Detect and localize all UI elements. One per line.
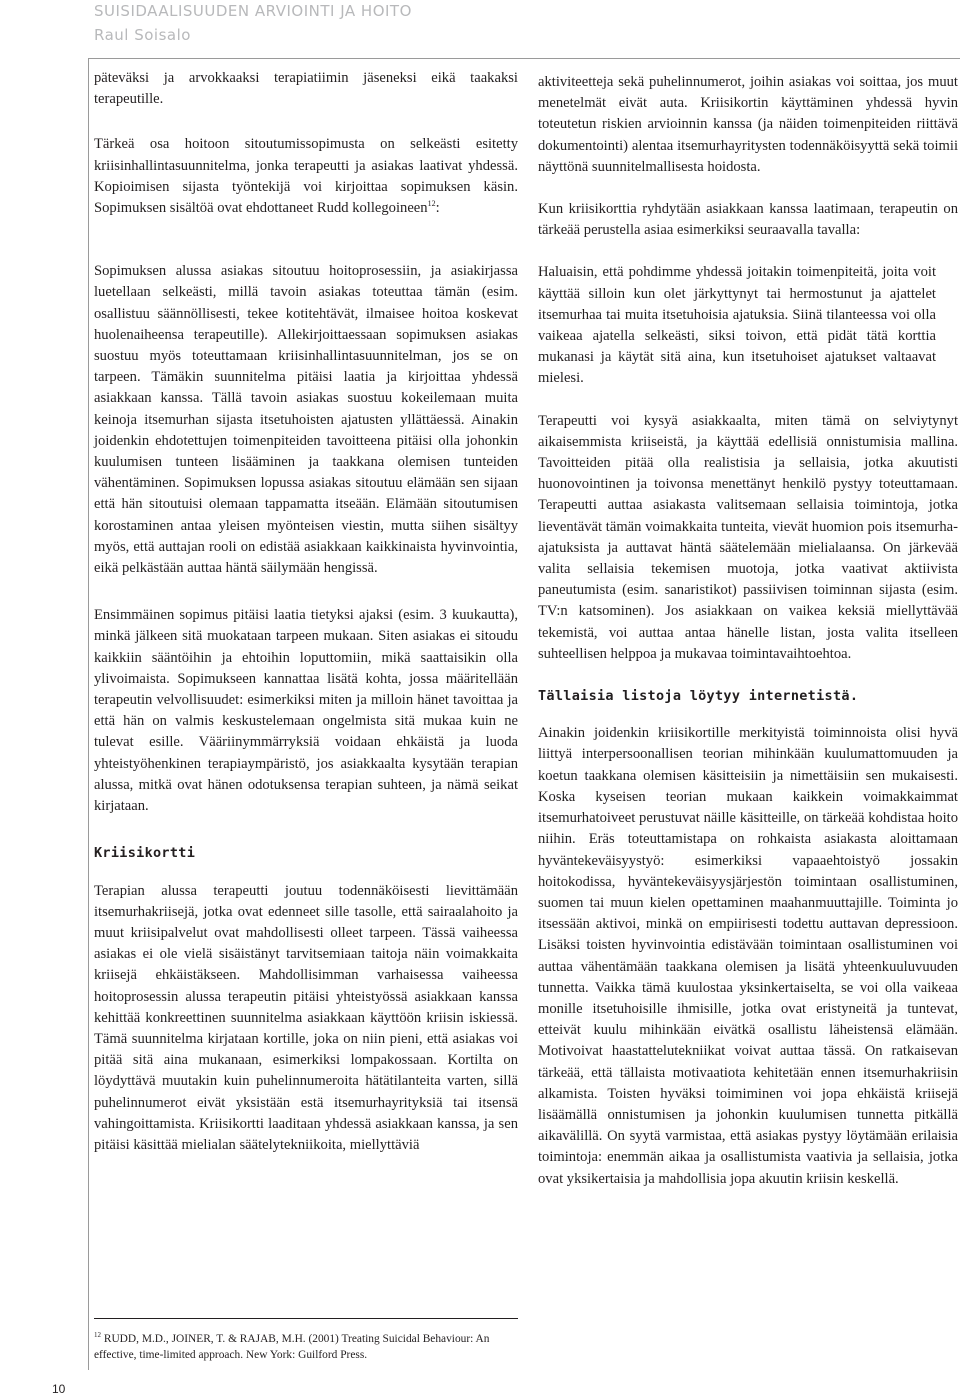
left-paragraph-2 [94, 134, 518, 219]
left-paragraph-3: Sopimuksen alussa asiakas sitoutuu hoitoprosessiin, ja asiakirjassa luetellaan selkeästi, millä tavoin asiakas toteuttaa tämän (esim. osallistuu säännöllisesti, tekee kotitehtävät, ilmaisee hoitoa koskevat huolenaiheensa terapeutille). Allekirjoittaessaan sopimuksen asiakas suostuu myös toteuttamaan kriisinhallintasuunnitelman, jos se on tarpeen. Tämäkin suunnitelma pitäisi laatia ja kirjoittaa yhdessä asiakkaan kanssa. Tällä tavoin asiakas suostuu kokeilemaan muita keinoja itsemurhan sijasta itsetuhoisten ajatusten yllättäessä. Ainakin joidenkin ehdotettujen toimenpiteiden tavoitteena pitäisi olla johonkin kuulumisen tunteen lisääminen ja taakkana olemisen tunteiden vähentäminen. Sopimuksen lopussa asiakas sitoutuu elämään sen sijaan että hän sitoutuisi olemaan tappamatta itseään. Elämään sitoutumisen korostaminen antaa yleisen myönteisen viestin, mutta siihen sisältyy myös, että auttajan rooli on edistää asiakkaan kaikkinaista hyvinvointia, eikä pelkästään auttaa häntä säilymään hengissä. [94, 263, 518, 577]
left-paragraph-4: Ensimmäinen sopimus pitäisi laatia tietyksi ajaksi (esim. 3 kuukautta), minkä jälkeen sitä muokataan tarpeen mukaan. Siten asiakas ei sitoudu kaikkiin sääntöihin ja ehtoihin loputtomiin, mikä saattaisikin olla ylivoimaista. Sopimukseen kannattaa lisätä kohta, jossa määritellään terapeutin velvollisuudet: esimerkiksi miten ja milloin hänet tavoittaa ja että hän on valmis keskustelemaan ongelmista sitä mukaa kuin ne tulevat esille. Vääriinymmärryksiä voidaan ehkäistä ja luoda yhteistyöhenkinen terapiaympäristö, jos asiakkaalta kysytään terapian alussa, mitkä ovat hänen odotuksensa terapian suhteen, ja nämä seikat kirjataan. [94, 607, 518, 815]
right-paragraph-2: Kun kriisikorttia ryhdytään asiakkaan kanssa laatimaan, terapeutin on tärkeää perustella asiaa esimerkiksi seuraavalla tavalla: [538, 201, 958, 239]
left-paragraph-2-colon: : [435, 200, 440, 217]
header-divider [88, 58, 960, 59]
header-title: SUISIDAALISUUDEN ARVIOINTI JA HOITO [94, 2, 412, 20]
header-author: Raul Soisalo [94, 26, 191, 44]
left-paragraph-1: päteväksi ja arvokkaaksi terapiatiimin jäseneksi eikä taakaksi terapeutille. [94, 70, 518, 108]
right-paragraph-1: aktiviteetteja sekä puhelinnumerot, joihin asiakas voi soittaa, jos muut menetelmät eivät auta. Kriisikortin käyttäminen yhdessä hyvin toteutetun riskien arvioinnin kanssa (ja näiden toimenpiteiden riittävä dokumentointi) alentaa itsemurhayritysten todennäköisyyttä sekä toimii näyttönä suunnitelmallisesta hoidosta. [538, 74, 958, 175]
section-heading-internet-lists: Tällaisia listoja löytyy internetistä. [538, 688, 859, 705]
footnote-number: 12 [94, 1331, 101, 1339]
section-heading-kriisikortti: Kriisikortti [94, 845, 196, 862]
running-header [94, 0, 412, 46]
page-number: 10 [52, 1382, 66, 1396]
left-paragraph-5: Terapian alussa terapeutti joutuu todennäköisesti lievittämään itsemurhakriisejä, jotka ovat edenneet sille tasolle, että sairaalahoito ja muut kriisipalvelut ovat mahdollisesti olleet tarpeen. Tässä vaiheessa asiakas ei ole vielä sisäistänyt tarvitsemiaan taitoja näin voimakkaita kriisejä ehkäistäkseen. Mahdollisimman varhaisessa vaiheessa hoitoprosessin alussa terapeutin pitäisi yhteistyössä asiakkaan kanssa kehittää konkreettinen suunnitelma asiakkaan käyttöön kriisin iskiessä. Tämä suunnitelma kirjataan kortille, joka on niin pieni, että asiakas voi pitää sitä aina mukanaan, esimerkiksi lompakossaan. Kortilta on löydyttävä muutakin kuin puhelinnumeroita hätätilanteita varten, sillä puhelinnumerot eivät yksistään estä itsemurhayrityksiä tai itsensä vahingoittamista. Kriisikortti laaditaan yhdessä asiakkaan kanssa, ja sen pitäisi käsittää mielialan säätelytekniikoita, miellyttäviä [94, 882, 518, 1153]
footnote [94, 1331, 524, 1363]
left-column [94, 68, 518, 1177]
left-margin-rule [88, 58, 89, 1370]
footnote-text: RUDD, M.D., JOINER, T. & RAJAB, M.H. (2001) Treating Suicidal Behaviour: An effective, time-limited approach. New York: Guilford Press. [94, 1333, 490, 1361]
right-paragraph-4: Ainakin joidenkin kriisikortille merkityistä toiminnoista olisi hyvä liittyä interpersoonallisen teorian mihinkään kuulumattomuuden ja koetun taakkana olemisen käsitteisiin ja nimettäisiin sen mukaisesti. Koska kyseisen teorian mukaan kaikkein voimakkaimmat itsemurhatoiveet perustuvat näille käsitteille, on tärkeää kohdistaa hoito niihin. Eräs toteuttamistapa on rohkaista asiakasta aloittamaan hyväntekeväisyystyö: esimerkiksi vapaaehtoistyö jossakin hoitokodissa, hyväntekeväisyysjärjestön toimintaan osallistuminen, suomen tai muun kielen opettaminen maahanmuuttajille. Toiminta jo itsessään aktivoi, minkä on empiirisesti todettu auttavan depressioon. Lisäksi toisten hyvinvointia edistävään toimintaan osallistuminen voi auttaa vähentämään taakkana olemisen ja lisätä yhteenkuuluvuuden tunnetta. Vaikka tämä kuulostaa yksinkertaiselta, se voi olla vaikeaa monille itsetuhoisille ihmisille, jotka ovat eristyneitä ja tuntevat, etteivät kuulu mihinkään eivätkä osallistu läheistensä elämään. Motivoivat haastattelutekniikat voivat auttaa tässä. On ratkaisevan tärkeää, että tällaista motivaatiota kehitetään ennen itsemurhakriisin alkamista. Toisten hyväksi toimiminen voi jopa ehkäistä kriisejä lisäämällä onnistumisen ja johonkin kuulumisen tunnetta pitkällä aikavälillä. On syytä varmistaa, että asiakas pystyy löytämään erilaisia toimintoja: enemmän aikaa ja osallistumista vaativia ja sellaisia, jotka ovat yksikertaisia ja mahdollisia jopa akuutin kriisin keskellä. [538, 725, 958, 1187]
right-column [538, 72, 958, 1211]
quote-block: Haluaisin, että pohdimme yhdessä joitakin toimenpiteitä, joita voit käyttää silloin kun olet järkyttynyt tai hermostunut ja ajattelet itsemurhaa tai muita itsetuhoisia ajatuksia. Siinä tilanteessa voi olla vaikeaa ajatella selkeästi, siksi toivon, että pidät tätä korttia mukanasi ja käytät sitä aina, kun itsetuhoiset ajatukset valtaavat mielesi. [538, 264, 936, 387]
footnote-rule [94, 1318, 518, 1319]
footnote-reference: 12 [427, 199, 436, 209]
right-paragraph-3: Terapeutti voi kysyä asiakkaalta, miten tämä on selviytynyt aikaisemmista kriiseistä, ja käyttää edellisiä onnistumisia mallina. Tavoitteiden pitää olla realistisia ja sellaisia, jotka akuutisti huonovointinen ja toivonsa menettänyt henkilö pystyy toteuttamaan. Terapeutti auttaa asiakasta valitsemaan sellaisia toimintoja, jotka lieventävät tämän voimakkaita tunteita, vievät huomion pois itsemurha-ajatuksista ja auttavat häntä säätelemään mielialaansa. On järkevää valita sellaisia tekemisen muotoja, jotka vaativat aktiivista paneutumista (esim. sanaristikot) passiivisen toiminnan sijasta (esim. TV:n katsominen). Jos asiakkaan on vaikea keksiä miellyttävää tekemistä, voi auttaa antaa hänelle listan, josta valita itselleen suhteellisen helppoa ja mukavaa toimintavaihtoehtoa. [538, 412, 958, 662]
left-paragraph-2-text: Tärkeä osa hoitoon sitoutumissopimusta on selkeästi esitetty kriisinhallintasuunnitelma, jonka terapeutti ja asiakas laativat yhdessä. Kopioimisen sijasta työntekijä voi kirjoittaa sopimuksen käsin. Sopimuksen sisältöä ovat ehdottaneet Rudd kollegoineen [94, 136, 518, 217]
